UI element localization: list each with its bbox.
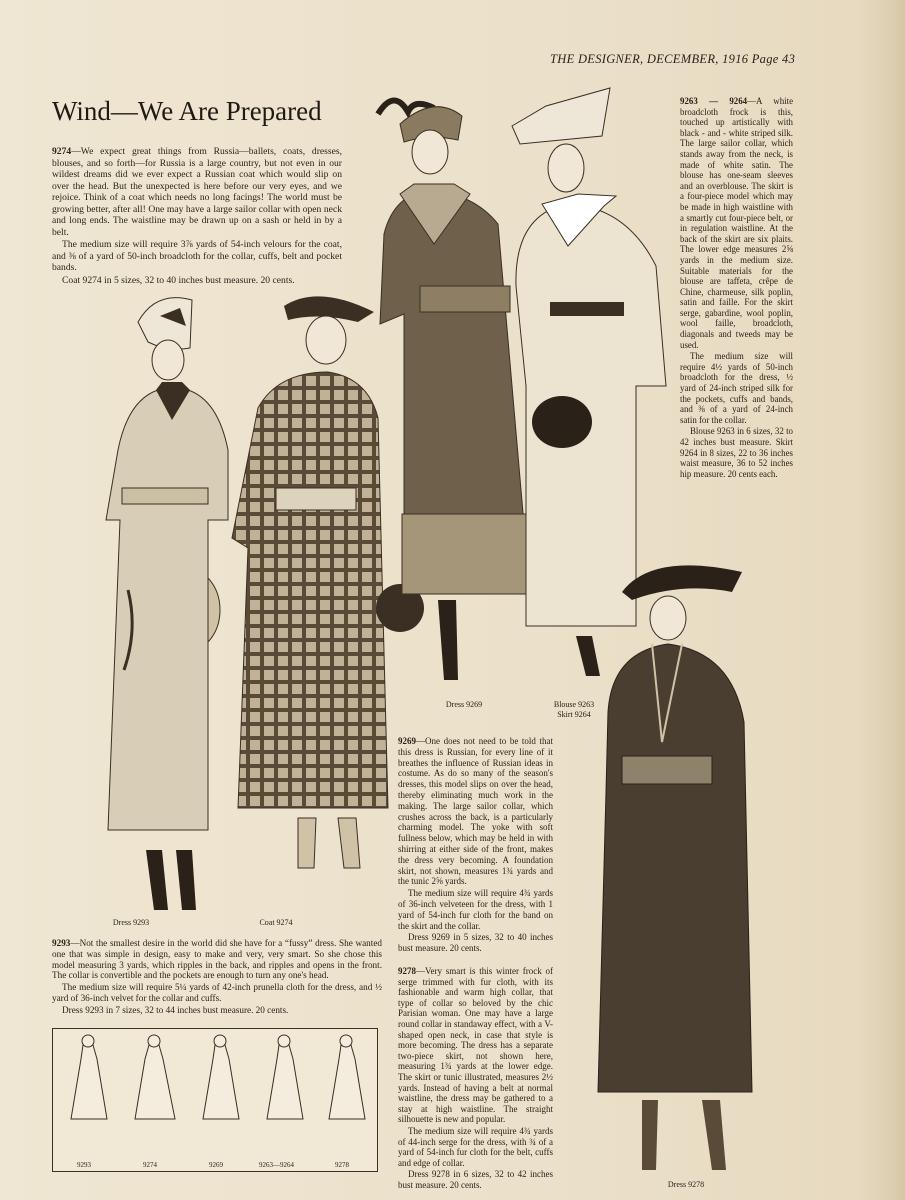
back-view-label: 9274 [143, 1161, 157, 1169]
caption-dress-9278: Dress 9278 [667, 1180, 705, 1189]
illustration-dress-9278 [592, 552, 762, 1172]
page-title: Wind—We Are Prepared [52, 96, 322, 126]
article-paragraph: Coat 9274 in 5 sizes, 32 to 40 inches bust measure. 20 cents. [62, 274, 295, 286]
paragraph-text: —Not the smallest desire in the world did she have for a “fussy” dress. She wanted one that was simple in design, easy to make and very, very smart. So she chose this model measuring 3 yards, which ripples in the back, and ripples and opens in the front. The collar is convertible and the pockets are enough to turn any one's head. [52, 938, 382, 981]
pattern-number: 9274 [52, 146, 72, 157]
article-paragraph: The medium size will require 5¼ yards of 42-inch prunella cloth for the dress, and ½ yard of 36-inch velvet for the collar and cuffs. [52, 982, 382, 1003]
caption-skirt-9264: Skirt 9264 [557, 710, 591, 719]
back-view-label: 9269 [209, 1161, 223, 1169]
page-edge-shadow [855, 0, 905, 1200]
article-paragraph: The medium size will require 4½ yards of 50-inch broadcloth for the dress, ½ yard of 24-inch striped silk for the pockets, cuffs and bands, and ⅜ of a yard of 24-inch satin for the collar. [680, 351, 793, 425]
article-paragraph: The medium size will require 4¾ yards of 36-inch velveteen for the dress, with 1 yard of 54-inch fur cloth for the band on the skirt and the collar. [398, 888, 553, 931]
pattern-number: 9278 [398, 966, 416, 976]
back-view-label: 9293 [77, 1161, 91, 1169]
caption-blouse-9263: Blouse 9263 [553, 700, 595, 709]
pattern-number: 9263 — 9264 [680, 96, 748, 106]
article-paragraph: Blouse 9263 in 6 sizes, 32 to 42 inches bust measure. Skirt 9264 in 8 sizes, 22 to 36 inches waist measure, 36 to 52 inches hip measure. 20 cents each. [680, 426, 793, 479]
article-dress-9269 [398, 736, 553, 955]
article-paragraph [398, 736, 553, 887]
article-dress-9278 [398, 966, 553, 1191]
illustration-coat-9274 [218, 288, 398, 898]
paragraph-text: —Very smart is this winter frock of serge trimmed with fur cloth, with its fashionable and warm high collar, that type of collar so beloved by the chic Parisian woman. One may have a large round collar in standaway effect, with a V-shaped open neck, in case that style is more becoming. The dress has a separate two-piece skirt, not shown here, measuring 1¾ yards at the lower edge. The skirt or tunic illustrated, measures 2½ yards. Instead of having a belt at normal waistline, the dress may be gathered to a stay at high waistline. The straight silhouette is new and popular. [398, 966, 553, 1125]
article-paragraph: The medium size will require 4¾ yards of 44-inch serge for the dress, with ¾ of a yard of 54-inch fur cloth for the belt, cuffs and edge of collar. [398, 1125, 553, 1168]
article-dress-9263-9264 [680, 96, 793, 480]
article-dress-9293 [52, 938, 382, 1017]
back-views-inset [52, 1028, 378, 1172]
article-paragraph [398, 966, 553, 1125]
article-paragraph: Dress 9293 in 7 sizes, 32 to 44 inches bust measure. 20 cents. [62, 1004, 289, 1015]
article-paragraph: Dress 9269 in 5 sizes, 32 to 40 inches bust measure. 20 cents. [398, 932, 553, 954]
back-view-figures [53, 1033, 377, 1161]
article-paragraph: The medium size will require 3⅞ yards of 54-inch velours for the coat, and ⅜ of a yard of 50-inch broadcloth for the collar, cuffs, belt and pocket bands. [52, 239, 342, 273]
pattern-number: 9269 [398, 736, 416, 746]
running-head: THE DESIGNER, DECEMBER, 1916 Page 43 [550, 52, 796, 66]
article-paragraph [52, 146, 342, 238]
pattern-number: 9293 [52, 938, 71, 948]
back-view-label: 9263—9264 [259, 1161, 294, 1169]
caption-coat-9274: Coat 9274 [259, 918, 293, 927]
article-coat-9274 [52, 146, 342, 287]
back-view-label: 9278 [335, 1161, 349, 1169]
paragraph-text: —One does not need to be told that this dress is Russian, for every line of it breathes the influence of Russian ideas in costume. As do so many of the season's dresses, this model slips on over the head, thereby eliminating much work in the making. The large sailor collar, which crushes across the back, is a particularly charming model. The yoke with soft fullness below, which may be held in with shirring at either side of the front, makes the dress very becoming. A foundation skirt, not shown, measures 1¾ yards and the tunic 2⅝ yards. [398, 736, 553, 887]
article-paragraph [52, 938, 382, 981]
caption-dress-9293: Dress 9293 [112, 918, 150, 927]
article-paragraph: Dress 9278 in 6 sizes, 32 to 42 inches bust measure. 20 cents. [398, 1169, 553, 1190]
paragraph-text: —A white broadcloth frock is this, touched up artistically with black - and - white striped silk. The large sailor collar, which stands away from the neck, is made of white satin. The blouse has one-seam sleeves and an overblouse. The skirt is a four-piece model which may be made in high waistline with a smartly cut four-piece belt, or in regulation waistline. At the back of the skirt are six plaits. The lower edge measures 2⅝ yards in the medium size. Suitable materials for the blouse are taffeta, crêpe de Chine, charmeuse, silk poplin, satin and faille. For the skirt serge, gabardine, wool poplin, wool faille, broadcloth, diagonals and tweeds may be used. [680, 96, 794, 350]
article-paragraph [680, 96, 793, 350]
caption-dress-9269: Dress 9269 [445, 700, 483, 709]
paragraph-text: —We expect great things from Russia—ballets, coats, dresses, blouses, and so forth—for Russia is a large country, but not even in our wildest dreams did we ever expect a Russian coat which would slip on over the head. But the unexpected is here before our very eyes, and we rejoice. Think of a coat which needs no long facings! The world must be growing better, after all! One may have a large sailor collar with open neck and long ends. The waistline may be drawn up on a sash or held in by a belt. [52, 146, 342, 238]
